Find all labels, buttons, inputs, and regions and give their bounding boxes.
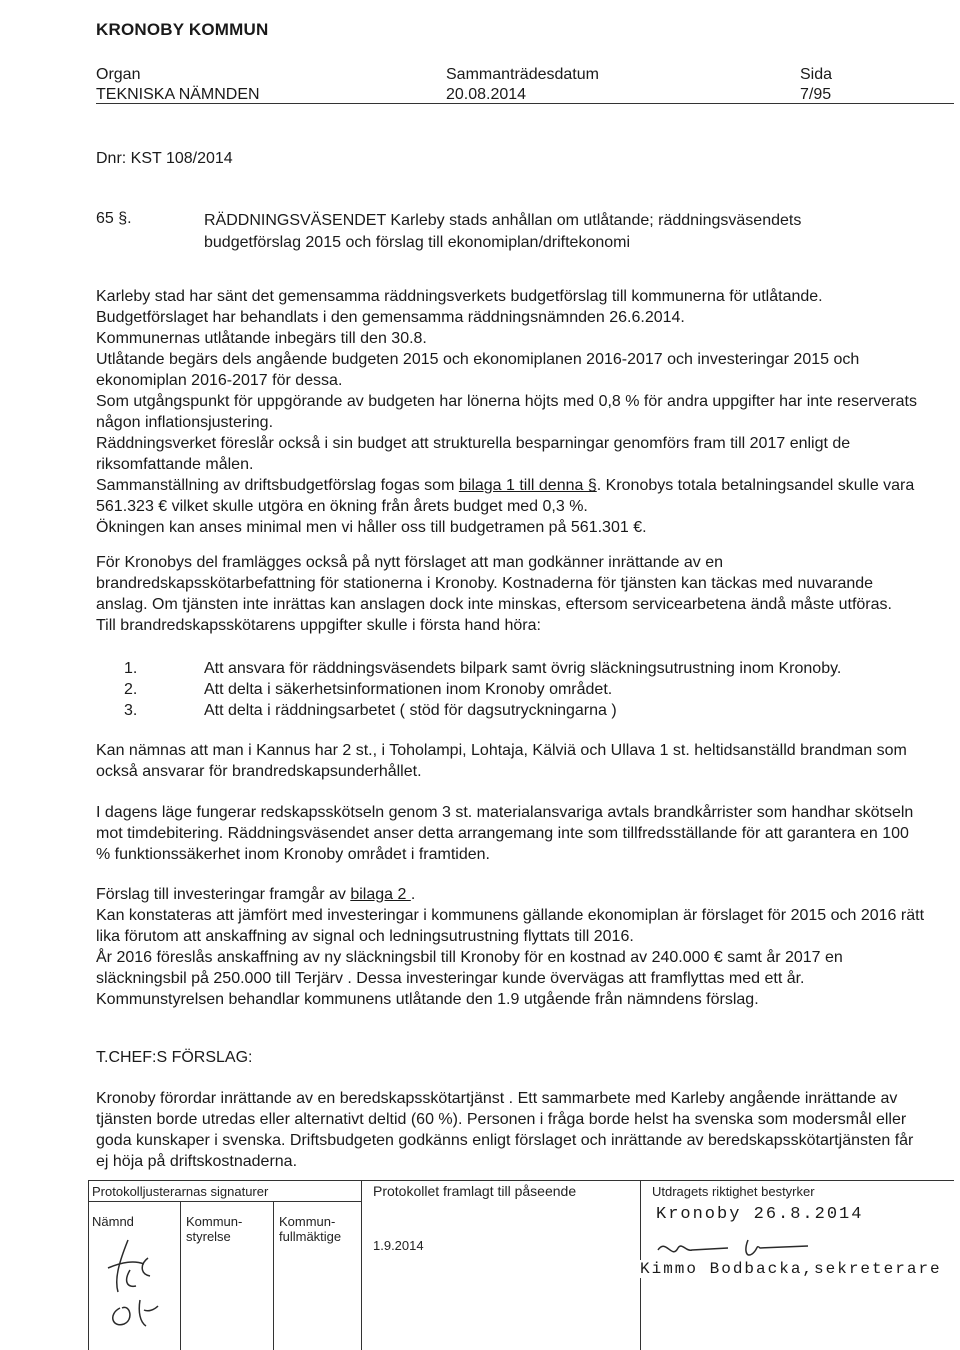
fire-equipment-paragraph: För Kronobys del framlägges också på nytt förslaget att man godkänner inrättande av en brandredskapsskötarbefattning för stationerna i Kronoby. Kostnaderna för tjänsten kan täckas med nuvarande anslag. Om tjänsten inte inrättas kan anslagen dock inte minskas, eftersom servicearbetena ändå måste utföras. Till brandredskapsskötarens uppgifter skulle i första hand höra: bbox=[96, 552, 926, 636]
municipality-name: KRONOBY KOMMUN bbox=[96, 20, 269, 39]
attachment-1-link[interactable]: bilaga 1 till denna § bbox=[458, 477, 597, 494]
summary-paragraph: Sammanställning av driftsbudgetförslag fogas som bilaga 1 till denna §. Kronobys totala betalningsandel skulle vara 561.323 € vilket skulle utgöra en ökning från årets budget med 0,3 %. bbox=[96, 477, 915, 515]
meeting-date-value: 20.08.2014 bbox=[446, 86, 527, 103]
col-namnd: Nämnd bbox=[92, 1214, 134, 1229]
duties-list bbox=[96, 658, 926, 721]
header-divider bbox=[96, 103, 954, 104]
duties-intro: Till brandredskapsskötarens uppgifter skulle i första hand höra: bbox=[96, 617, 541, 634]
stamp-name: Kimmo Bodbacka,sekreterare bbox=[640, 1260, 942, 1278]
certify-label: Utdragets riktighet bestyrker bbox=[652, 1184, 815, 1199]
intro-line-1: Karleby stad har sänt det gemensamma räddningsverkets budgetförslag till kommunerna för utlåtande. bbox=[96, 288, 823, 305]
organ-value: TEKNISKA NÄMNDEN bbox=[96, 86, 260, 103]
posting-label: Protokollet framlagt till påseende bbox=[373, 1183, 577, 1199]
proposal-text: Kronoby förordar inrättande av en beredskapsskötartjänst . Ett sammarbete med Karleby angående inrättande av tjänsten borde utredas eller alternativt deltid (60 %). Personen i fråga borde helst ha svenska som modersmål eller goda kunskaper i svenska. Driftsbudgeten godkänns enligt förslaget och inrättande av beredskapsskötartjänsten får ej höja på driftskostnaderna. bbox=[96, 1090, 914, 1170]
intro-line-4: Utlåtande begärs dels angående budgeten 2015 och ekonomiplanen 2016-2017 och investeringar 2015 och ekonomiplan 2016-2017 för dessa. bbox=[96, 351, 860, 389]
signature-footer bbox=[88, 1180, 954, 1350]
intro-line-3: Kommunernas utlåtande inbegärs till den 30.8. bbox=[96, 330, 427, 347]
investment-paragraph: Förslag till investeringar framgår av bilaga 2 . Kan konstateras att jämfört med investeringar i kommunens gällande ekonomiplan är förslaget för 2015 och 2016 rätt lika förutom att anskaffning av signal och ledningsutrustning flyttats till 2016. År 2016 föreslås anskaffning av ny släckningsbil till Kronoby för en kostnad av 240.000 € samt år 2017 en släckningsbil på 250.000 till Terjärv . Dessa investeringar kunde övervägas att framflyttas med ett år. Kommunstyrelsen behandlar kommunens utlåtande den 1.9 utgående från nämndens förslag. bbox=[96, 886, 925, 1008]
diary-number: Dnr: KST 108/2014 bbox=[96, 150, 233, 167]
intro-line-6: Räddningsverket föreslår också i sin budget att strukturella besparningar genomförs fram till 2017 enligt de riksomfattande målen. bbox=[96, 435, 851, 473]
proposal-heading: T.CHEF:S FÖRSLAG: bbox=[96, 1049, 253, 1066]
investment-intro: Förslag till investeringar framgår av bilaga 2 . bbox=[96, 886, 416, 903]
meeting-date-label: Sammanträdesdatum bbox=[446, 66, 599, 83]
posting-date: 1.9.2014 bbox=[373, 1238, 424, 1253]
increase-note: Ökningen kan anses minimal men vi håller oss till budgetramen på 561.301 €. bbox=[96, 519, 647, 536]
intro-block bbox=[96, 286, 926, 538]
intro-line-5: Som utgångspunkt för uppgörande av budgeten har lönerna höjts med 0,8 % för andra uppgifter har inte reserverats någon inflationsjustering. bbox=[96, 393, 917, 431]
stamp-place-date: Kronoby 26.8.2014 bbox=[656, 1205, 864, 1224]
list-item: 1. Att ansvara för räddningsväsendets bilpark samt övrig släckningsutrustning inom Kronoby. bbox=[124, 660, 842, 677]
signatures-label: Protokolljusterarnas signaturer bbox=[92, 1184, 269, 1199]
section-number: 65 §. bbox=[96, 210, 132, 227]
col-styrelse: Kommun- styrelse bbox=[186, 1214, 243, 1244]
section-title: RÄDDNINGSVÄSENDET Karleby stads anhållan om utlåtande; räddningsväsendets budgetförslag 2015 och förslag till ekonomiplan/driftekonomi bbox=[204, 212, 802, 251]
list-item: 2. Att delta i säkerhetsinformationen inom Kronoby området. bbox=[124, 681, 613, 698]
signature-initials bbox=[100, 1230, 170, 1330]
intro-line-2: Budgetförslaget har behandlats i den gemensamma räddningsnämnden 26.6.2014. bbox=[96, 309, 685, 326]
organ-label: Organ bbox=[96, 66, 141, 83]
page-value: 7/95 bbox=[800, 86, 832, 103]
kannus-paragraph: Kan nämnas att man i Kannus har 2 st., i Toholampi, Lohtaja, Kälviä och Ullava 1 st. heltidsanställd brandman som också ansvarar för brandredskapsunderhållet. bbox=[96, 742, 907, 780]
col-fullmaktige: Kommun- fullmäktige bbox=[279, 1214, 342, 1244]
current-situation-paragraph: I dagens läge fungerar redskapsskötseln genom 3 st. materialansvariga avtals brandkårrister som handhar skötseln mot timdebitering. Räddningsväsendet anser detta arrangemang inte som tillfredsställande för att garantera en 100 % funktionssäkerhet inom Kronoby området i framtiden. bbox=[96, 804, 914, 863]
page-label: Sida bbox=[800, 66, 833, 83]
list-item: 3. Att delta i räddningsarbetet ( stöd för dagsutryckningarna ) bbox=[124, 702, 617, 719]
attachment-2-link[interactable]: bilaga 2 bbox=[350, 886, 411, 903]
